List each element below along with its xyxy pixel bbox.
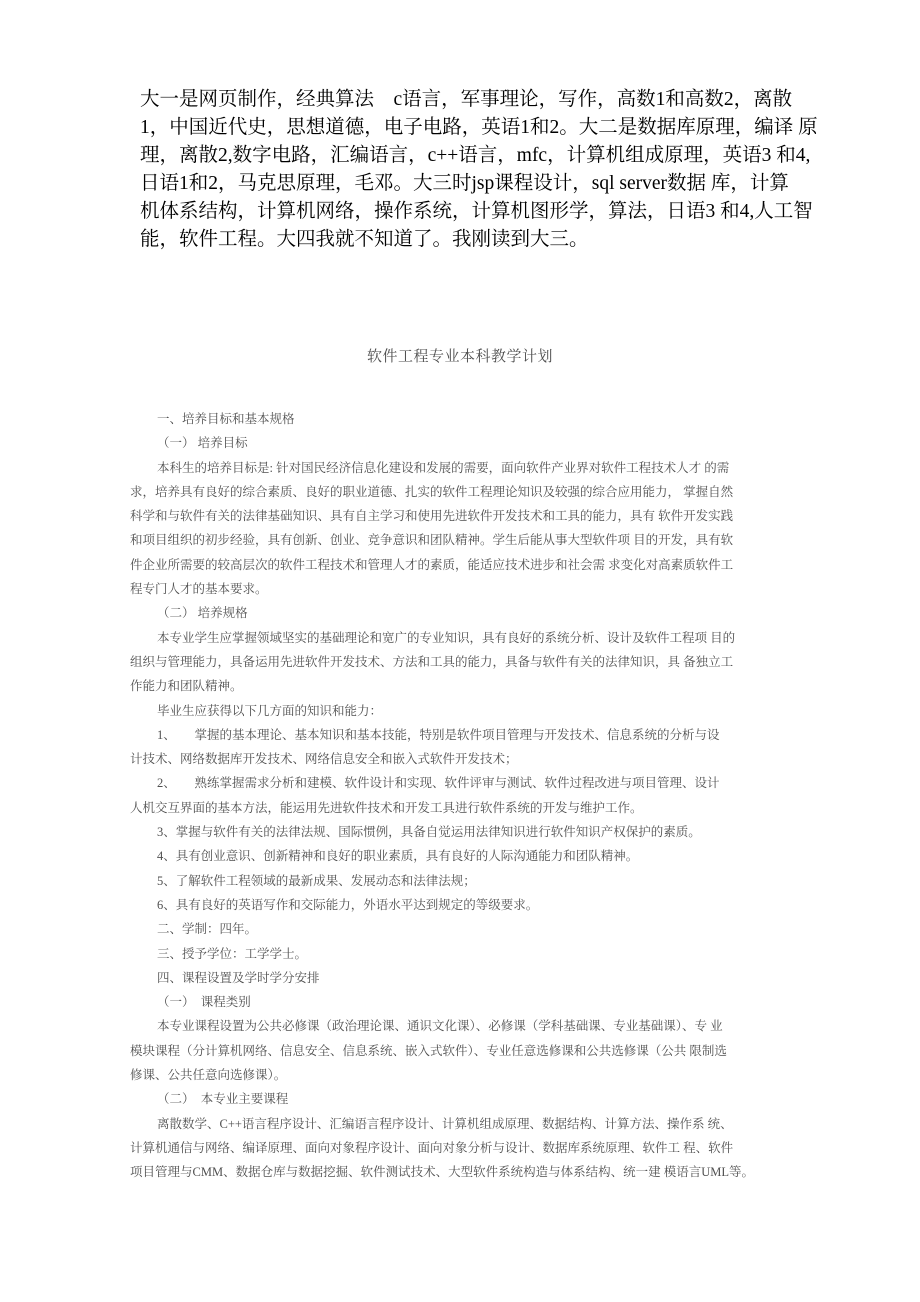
intro-line: 日语1和2，马克思原理，毛邓。大三时jsp课程设计，sql server数据 库，计算 (140, 173, 789, 194)
document-line: 毕业生应获得以下几方面的知识和能力： (157, 703, 383, 718)
document-line: 科学和与软件有关的法律基础知识、具有自主学习和使用先进软件开发技术和工具的能力，具有 软件开发实践 (130, 509, 734, 524)
document-line: 三、授予学位：工学学士。 (157, 946, 308, 961)
document-line: （二） 本专业主要课程 (157, 1092, 289, 1107)
document-line: 计算机通信与网络、编译原理、面向对象程序设计、面向对象分析与设计、数据库系统原理、软件工 程、软件 (130, 1140, 734, 1155)
document-line: 四、课程设置及学时学分安排 (157, 970, 320, 985)
document-line: 3、掌握与软件有关的法律法规、国际惯例，具备自觉运用法律知识进行软件知识产权保护的素质。 (157, 825, 701, 840)
document-line: 6、具有良好的英语写作和交际能力，外语水平达到规定的等级要求。 (157, 897, 539, 912)
document-line: 件企业所需要的较高层次的软件工程技术和管理人才的素质，能适应技术进步和社会需 求变化对高素质软件工 (130, 557, 734, 572)
intro-paragraph (140, 86, 818, 254)
document-line: 程专门人才的基本要求。 (130, 582, 268, 597)
document-line: （二） 培养规格 (157, 606, 248, 621)
document-line: 求，培养具有良好的综合素质、良好的职业道德、扎实的软件工程理论知识及较强的综合应用能力， 掌握自然 (130, 484, 734, 499)
document-line: 本专业课程设置为公共必修课（政治理论课、通识文化课）、必修课（学科基础课、专业基础课）、专 业 (157, 1019, 723, 1034)
document-line: 和项目组织的初步经验，具有创新、创业、竞争意识和团队精神。学生后能从事大型软件项 目的开发，具有软 (130, 533, 734, 548)
document-line: 人机交互界面的基本方法，能运用先进软件技术和开发工具进行软件系统的开发与维护工作。 (130, 800, 643, 815)
document-line: （一） 课程类别 (157, 995, 251, 1010)
intro-line: 机体系结构，计算机网络，操作系统，计算机图形学，算法，日语3 和4,人工智 (140, 201, 813, 222)
document-line: 二、学制：四年。 (157, 922, 258, 937)
document-line: 一、培养目标和基本规格 (157, 412, 295, 426)
document-line: 本专业学生应掌握领域坚实的基础理论和宽广的专业知识，具有良好的系统分析、设计及软件工程项 目的 (157, 630, 736, 645)
document-line: 计技术、网络数据库开发技术、网络信息安全和嵌入式软件开发技术； (130, 752, 518, 767)
document-line: 组织与管理能力，具备运用先进软件开发技术、方法和工具的能力，具备与软件有关的法律知识，具 备独立工 (130, 654, 734, 669)
document-title: 软件工程专业本科教学计划 (366, 349, 553, 365)
document-line: 修课、公共任意向选修课）。 (130, 1068, 287, 1083)
document-line: 模块课程（分计算机网络、信息安全、信息系统、嵌入式软件）、专业任意选修课和公共选修课（公共 限制选 (130, 1043, 727, 1058)
intro-line: 能，软件工程。大四我就不知道了。我刚读到大三。 (140, 229, 589, 250)
document-line: 2、 熟练掌握需求分析和建模、软件设计和实现、软件评审与测试、软件过程改进与项目管理、设计 (157, 776, 720, 791)
document-line: 项目管理与CMM、数据仓库与数据挖掘、软件测试技术、大型软件系统构造与体系结构、统一建 模语言UML等。 (130, 1165, 754, 1180)
document-line: 离散数学、C++语言程序设计、汇编语言程序设计、计算机组成原理、数据结构、计算方法、操作系 统、 (157, 1116, 733, 1131)
document-line: 本科生的培养目标是: 针对国民经济信息化建设和发展的需要，面向软件产业界对软件工程技术人才 的需 (157, 460, 730, 475)
document-line: 5、了解软件工程领域的最新成果、发展动态和法律法规； (157, 873, 476, 888)
document-line: 作能力和团队精神。 (130, 679, 243, 694)
intro-line: 1，中国近代史，思想道德，电子电路，英语1和2。大二是数据库原理，编译 原 (140, 117, 818, 138)
document-line: 1、 掌握的基本理论、基本知识和基本技能，特别是软件项目管理与开发技术、信息系统的分析与设 (157, 727, 720, 742)
document-line: 4、具有创业意识、创新精神和良好的职业素质，具有良好的人际沟通能力和团队精神。 (157, 849, 639, 864)
intro-line: 理，离散2,数字电路，汇编语言，c++语言，mfc，计算机组成原理，英语3 和4, (140, 145, 811, 166)
intro-line: 大一是网页制作，经典算法 c语言，军事理论，写作，高数1和高数2，离散 (140, 89, 793, 110)
document-body (130, 407, 800, 1185)
document-line: （一） 培养目标 (157, 436, 248, 451)
